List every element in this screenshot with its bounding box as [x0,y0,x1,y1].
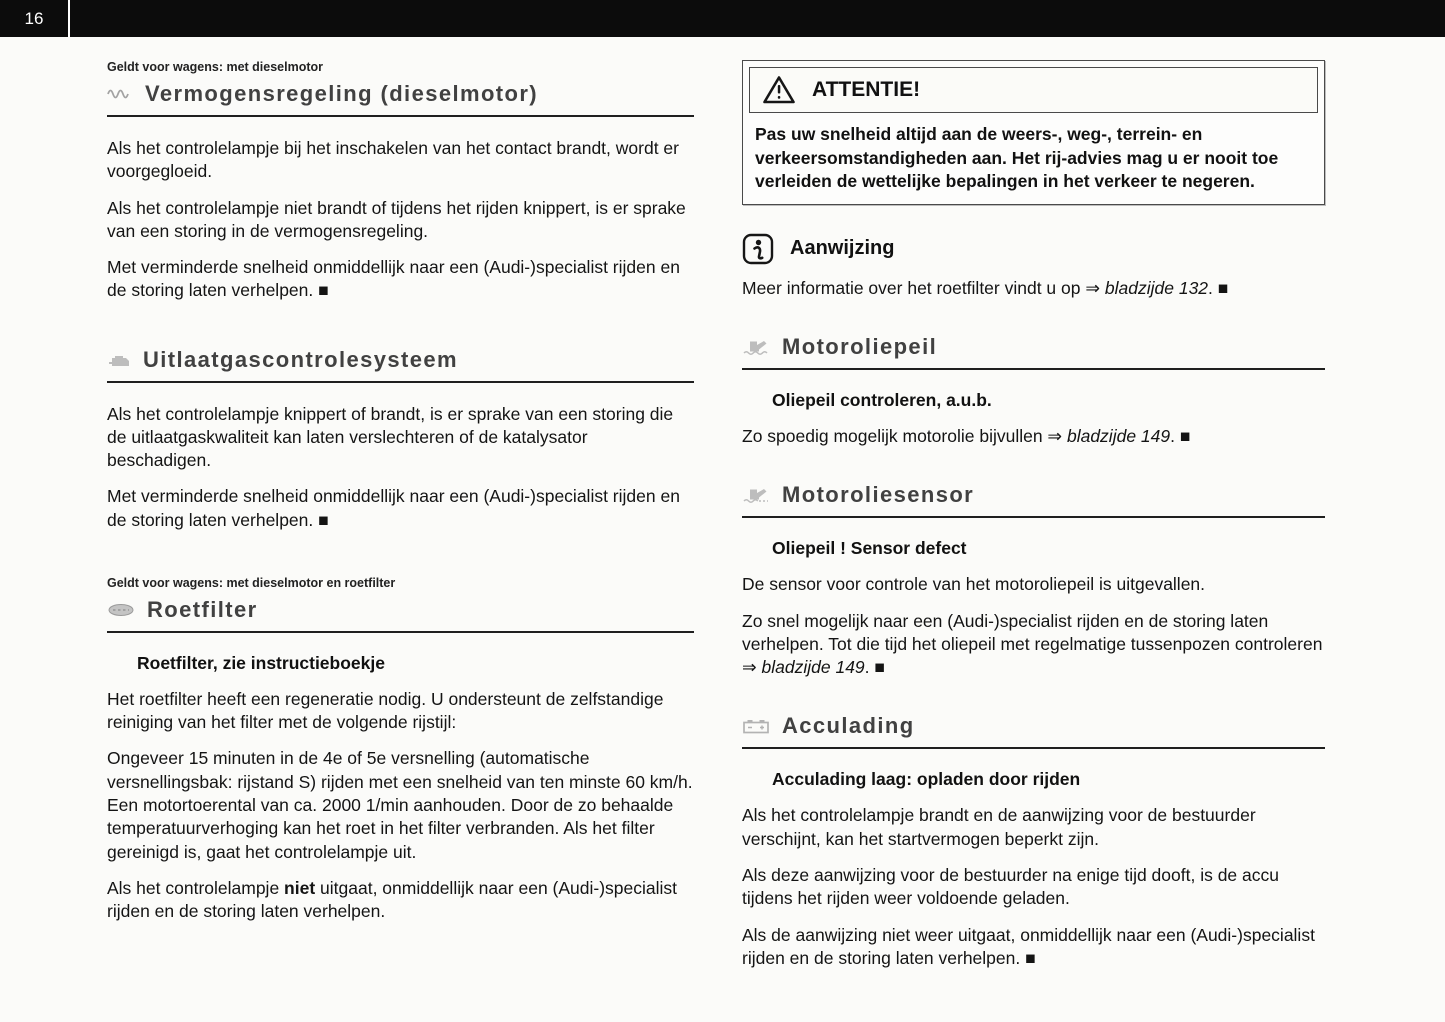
exhaust-system-icon [107,352,131,368]
glow-plug-icon [107,87,133,101]
warning-text: Pas uw snelheid altijd aan de weers-, weg-, terrein- en verkeersomstandigheden aan. Het rij-advies mag u er nooit toe verleiden de wettelijke bepalingen in het verkeer te negeren. [755,124,1279,192]
bold-text-run: niet [284,877,316,898]
paragraph [742,277,1325,300]
paragraph: Ongeveer 15 minuten in de 4e of 5e versnelling (automatische versnellingsbak: rijstand S) rijden met een snelheid van ten minste 60 km/h. Een motortoerental van ca. 2000 1/min aanhouden. Door de zo behaalde temperatuurverhoging kan het roet in het filter verbranden. Als het filter gereinigd is, gaat het controlelampje uit. [107,748,693,862]
battery-icon [742,718,770,734]
paragraph: Het roetfilter heeft een regeneratie nodig. U ondersteunt de zelfstandige reiniging van het filter met de volgende rijstijl: [107,688,664,733]
text-run: . ■ [864,657,885,678]
paragraph [107,877,694,924]
warning-title: ATTENTIE! [812,78,921,101]
right-column [742,60,1325,983]
heading-text: Vermogensregeling (dieselmotor) [145,81,539,106]
section-power-control [107,60,694,303]
heading-text: Motoroliesensor [782,482,975,508]
sub-heading: Roetfilter, zie instructieboekje [137,652,385,673]
sub-heading: Oliepeil controleren, a.u.b. [772,390,992,411]
paragraph: De sensor voor controle van het motoroliepeil is uitgevallen. [742,574,1206,595]
heading-exhaust-control [107,347,694,383]
warning-box [742,60,1325,205]
text-run: . ■ [1170,426,1191,447]
text-run: uitgaat, onmiddellijk naar een (Audi-)specialist rijden en de storing laten verhelpen. [107,877,678,922]
page-reference: bladzijde 149 [1066,426,1171,447]
text-run: Zo snel mogelijk naar een (Audi-)specialist rijden en de storing laten verhelpen. Tot die tijd het oliepeil met regelmatige tussenpozen controleren ⇒ [742,610,1323,678]
note-block [742,233,1325,300]
sub-heading: Oliepeil ! Sensor defect [772,538,967,559]
note-header [742,233,1325,265]
paragraph: Als het controlelampje knippert of brandt, is er sprake van een storing die de uitlaatgaskwaliteit kan laten verslechteren of de katalysator beschadigen. [107,403,674,471]
info-icon [742,233,774,265]
oil-can-icon [742,339,770,355]
heading-oil-level [742,334,1325,370]
note-title: Aanwijzing [790,237,895,260]
heading-battery-charge [742,713,1325,749]
section-oil-level [742,334,1325,448]
text-run: Zo spoedig mogelijk motorolie bijvullen ⇒ [742,426,1067,447]
heading-soot-filter [107,597,694,633]
heading-text: Uitlaatgascontrolesysteem [143,346,458,372]
page-reference: bladzijde 132 [1104,277,1209,298]
text-run: Als het controlelampje [107,877,285,898]
heading-text: Motoroliepeil [782,334,938,360]
page-number: 16 [0,0,70,37]
particulate-filter-icon [107,603,135,617]
paragraph: Als het controlelampje brandt en de aanwijzing voor de bestuurder verschijnt, kan het startvermogen beperkt zijn. [742,805,1256,849]
paragraph: Als de aanwijzing niet weer uitgaat, onmiddellijk naar een (Audi-)specialist rijden en de storing laten verhelpen. ■ [742,924,1315,968]
paragraph: Met verminderde snelheid onmiddellijk naar een (Audi-)specialist rijden en de storing laten verhelpen. ■ [107,486,680,530]
section-battery-charge [742,713,1325,970]
heading-power-control [107,81,694,117]
oil-sensor-icon [742,487,770,503]
heading-text: Roetfilter [147,596,258,622]
applies-to-note: Geldt voor wagens: met dieselmotor en roetfilter [107,575,396,590]
section-oil-sensor [742,482,1325,679]
heading-oil-sensor [742,482,1325,518]
text-run: Meer informatie over het roetfilter vindt u op ⇒ [742,277,1105,298]
paragraph [742,425,1325,448]
page-reference: bladzijde 149 [761,657,865,678]
warning-triangle-icon [762,75,796,105]
heading-text: Acculading [782,713,915,739]
section-exhaust-control [107,347,694,532]
left-column [107,60,694,936]
paragraph: Als het controlelampje niet brandt of tijdens het rijden knippert, is er sprake van een storing in de vermogensregeling. [107,197,686,241]
paragraph: Als het controlelampje bij het inschakelen van het contact brandt, wordt er voorgegloeid. [107,138,679,182]
paragraph [742,610,1325,680]
warning-box-header [749,67,1318,113]
text-run: . ■ [1208,277,1229,298]
section-soot-filter [107,576,694,923]
applies-to-note: Geldt voor wagens: met dieselmotor [107,60,324,74]
paragraph: Met verminderde snelheid onmiddellijk naar een (Audi-)specialist rijden en de storing laten verhelpen. ■ [107,257,680,301]
page-header-bar [0,0,1445,37]
sub-heading: Acculading laag: opladen door rijden [772,769,1081,790]
paragraph: Als deze aanwijzing voor de bestuurder na enige tijd dooft, is de accu tijdens het rijden weer voldoende geladen. [742,865,1279,909]
